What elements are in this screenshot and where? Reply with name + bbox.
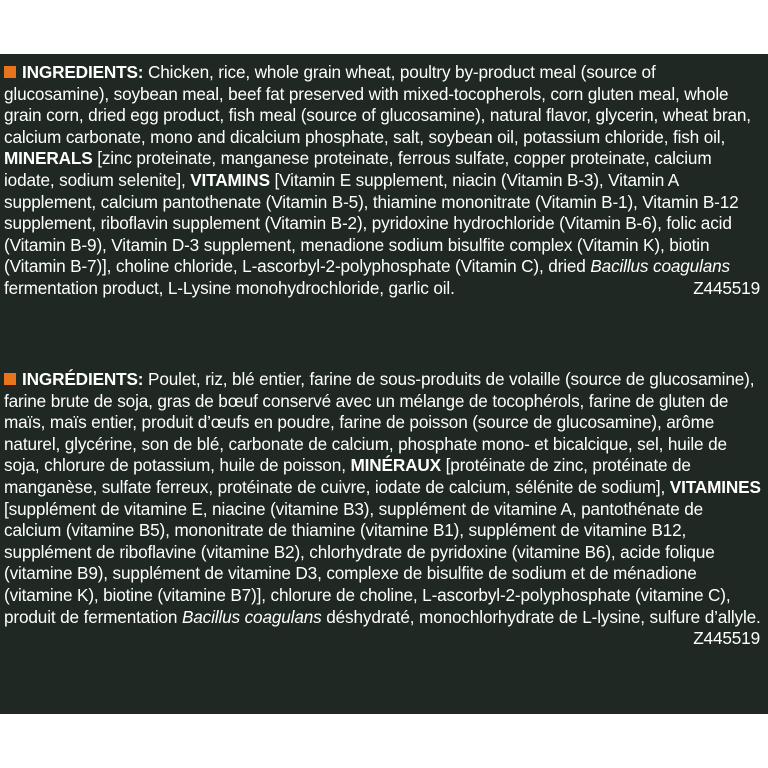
english-minerals-label: MINERALS (4, 148, 93, 169)
french-text-part4: déshydraté, monochlorhydrate de L-lysine, sulfure d’allyle. (321, 606, 761, 627)
english-ingredients (4, 62, 764, 300)
french-minerals-label: MINÉRAUX (350, 455, 441, 476)
english-vitamins-label: VITAMINS (190, 169, 270, 190)
english-heading: INGREDIENTS: (22, 62, 144, 82)
english-bacillus-name: Bacillus coagulans (590, 256, 731, 277)
english-text-part4: fermentation product, L-Lysine monohydrochloride, garlic oil. (4, 277, 455, 298)
french-vitamins-label: VITAMINES (669, 476, 761, 497)
french-ingredients (4, 369, 764, 650)
french-heading: INGRÉDIENTS: (22, 369, 144, 389)
english-text-part3: [Vitamin E supplement, niacin (Vitamin B-3), Vitamin A supplement, calcium pantothenate (Vitamin B-5), thiamine mononitrate (Vitamin B-1), Vitamin B-12 supplement, riboflavin supplement (Vitamin B-2), pyridoxine hydrochloride (Vitamin B-6), folic acid (Vitamin B-9), Vitamin D-3 supplement, menadione sodium bisulfite complex (Vitamin K), biotin (Vitamin B-7)], choline chloride, L-ascorbyl-2-polyphosphate (Vitamin C), dried (4, 169, 739, 277)
french-bacillus-name: Bacillus coagulans (181, 606, 322, 627)
ingredients-panel (0, 54, 768, 714)
french-text-part3: [supplément de vitamine E, niacine (vitamine B3), supplément de vitamine A, pantothénate de calcium (vitamine B5), mononitrate de thiamine (vitamine B1), supplément de vitamine B12, supplément de riboflavine (vitamine B2), chlorhydrate de pyridoxine (vitamine B6), acide folique (vitamine B9), supplément de vitamine D3, complexe de bisulfite de sodium et de ménadione (vitamine K), biotine (vitamine B7)], chlorure de choline, L-ascorbyl-2-polyphosphate (vitamine C), produit de fermentation (4, 498, 731, 627)
orange-square-bullet-icon (4, 66, 16, 78)
french-product-code: Z445519 (693, 628, 760, 649)
english-text-part2: [zinc proteinate, manganese proteinate, ferrous sulfate, copper proteinate, calcium iodate, sodium selenite], (4, 148, 712, 190)
english-product-code: Z445519 (693, 277, 760, 298)
english-text-part1: Chicken, rice, whole grain wheat, poultry by-product meal (source of glucosamine), soybean meal, beef fat preserved with mixed-tocopherols, corn gluten meal, whole grain corn, dried egg product, fish meal (source of glucosamine), natural flavor, glycerin, wheat bran, calcium carbonate, mono and dicalcium phosphate, salt, soybean oil, potassium chloride, fish oil, (4, 62, 751, 147)
french-text-part1: Poulet, riz, blé entier, farine de sous-produits de volaille (source de glucosamine), farine brute de soja, gras de bœuf conservé avec un mélange de tocophérols, farine de gluten de maïs, maïs entier, produit d’œufs en poudre, farine de poisson (source de glucosamine), arôme naturel, glycérine, son de blé, carbonate de calcium, phosphate mono- et bicalcique, sel, huile de soja, chlorure de potassium, huile de poisson, (4, 369, 755, 476)
french-text-part2: [protéinate de zinc, protéinate de manganèse, sulfate ferreux, protéinate de cuivre, iodate de calcium, sélénite de sodium], (4, 455, 691, 497)
orange-square-bullet-icon (4, 373, 16, 385)
